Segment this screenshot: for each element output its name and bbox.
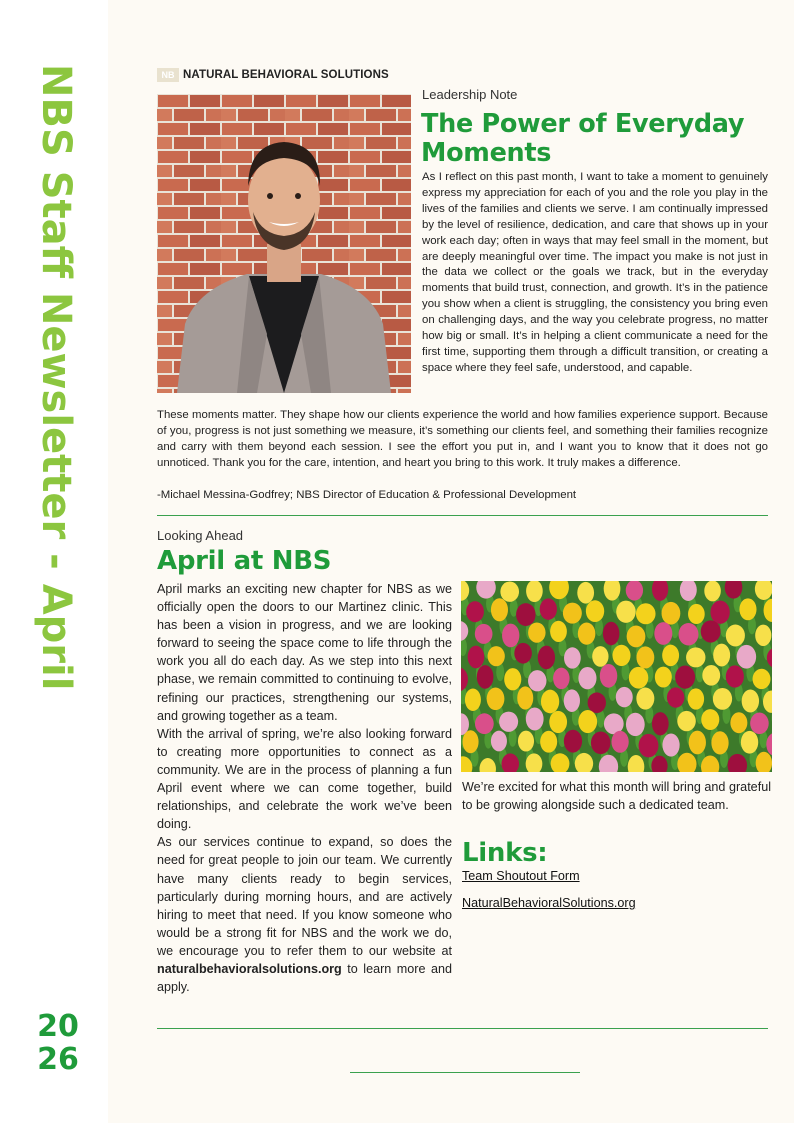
brand-logo: NB xyxy=(157,68,179,82)
section-divider xyxy=(157,515,768,516)
website-mention: naturalbehavioralsolutions.org xyxy=(157,961,342,976)
brand-name: NATURAL BEHAVIORAL SOLUTIONS xyxy=(183,69,389,81)
april-kicker: Looking Ahead xyxy=(157,528,244,543)
april-paragraph-3-end: to learn more and apply. xyxy=(157,961,452,995)
april-paragraph-3-start: As our services continue to expand, so does the need for great people to join our team. We currently have many clients ready to begin services, particularly during morning hours, and are actively hiring to meet that need. If you know someone who would be a strong fit for NBS and the work we do, we encourage you to refer them to our website at xyxy=(157,835,452,958)
sidebar xyxy=(0,0,108,1123)
leadership-signature: -Michael Messina-Godfrey; NBS Director of Education & Professional Development xyxy=(157,489,577,501)
link-team-shoutout-form[interactable]: Team Shoutout Form xyxy=(462,869,580,883)
april-title: April at NBS xyxy=(157,546,332,576)
leadership-kicker: Leadership Note xyxy=(422,87,518,102)
leadership-title: The Power of Everyday Moments xyxy=(421,109,745,168)
april-body xyxy=(157,580,452,996)
april-paragraph-2: With the arrival of spring, we’re also looking forward to creating more opportunities to connect as a community. We are in the process of planning a fun April event where we can come together, build relationships, and celebrate the work we’ve been doing. xyxy=(157,726,452,832)
brand-header xyxy=(157,67,389,83)
year-line-2: 26 xyxy=(37,1042,79,1077)
footer-divider xyxy=(350,1072,580,1073)
leadership-body-full: These moments matter. They shape how our clients experience the world and how families experience support. Because of you, progress is not just something we measure, it’s something our clients feel, and something their families recognize and carry with them beyond each session. I see the effort you put in, and I want you to know that it does not go unnoticed. Thank you for the care, intention, and heart you bring to this work. It truly makes a difference. xyxy=(157,409,768,469)
newsletter-title: NBS Staff Newsletter - April xyxy=(33,64,79,691)
april-paragraph-3 xyxy=(157,833,452,996)
portrait-image xyxy=(157,94,411,393)
tulips-image xyxy=(461,581,772,772)
links-title: Links: xyxy=(462,838,548,868)
year-line-1: 20 xyxy=(37,1009,79,1044)
leadership-body-wrapped: As I reflect on this past month, I want to take a moment to genuinely express my appreciation for each of you and the role you play in the lives of the families and clients we serve. I am continually impressed by the level of resilience, dedication, and care that shows up in your work each day; often in ways that may feel small in the moment, but are deeply meaningful over time. The impact you make is not just in the data we collect or the goals we track, but in the everyday moments that build trust, connection, and growth. It’s in the patience you show when a client is struggling, the consistency you bring even on challenging days, and the way you celebrate progress, no matter how big or small. It’s in helping a client communicate a need for the first time, supporting them through a difficult transition, or creating a space where they feel safe, understood, and capable. xyxy=(422,171,768,374)
link-website[interactable]: NaturalBehavioralSolutions.org xyxy=(462,896,636,910)
leader-photo xyxy=(157,94,411,393)
bottom-divider xyxy=(157,1028,768,1029)
april-paragraph-1: April marks an exciting new chapter for NBS as we officially open the doors to our Martinez clinic. This has been a vision in progress, and we are looking forward to seeing the space come to life through the work you all do each day. As we step into this next phase, we remain committed to continuing to evolve, refining our practices, strengthening our systems, and growing together as a team. xyxy=(157,582,452,723)
tulips-photo xyxy=(461,581,772,772)
april-closing-text: We’re excited for what this month will bring and grateful to be growing alongside such a dedicated team. xyxy=(462,780,771,813)
year-label xyxy=(28,1010,88,1076)
